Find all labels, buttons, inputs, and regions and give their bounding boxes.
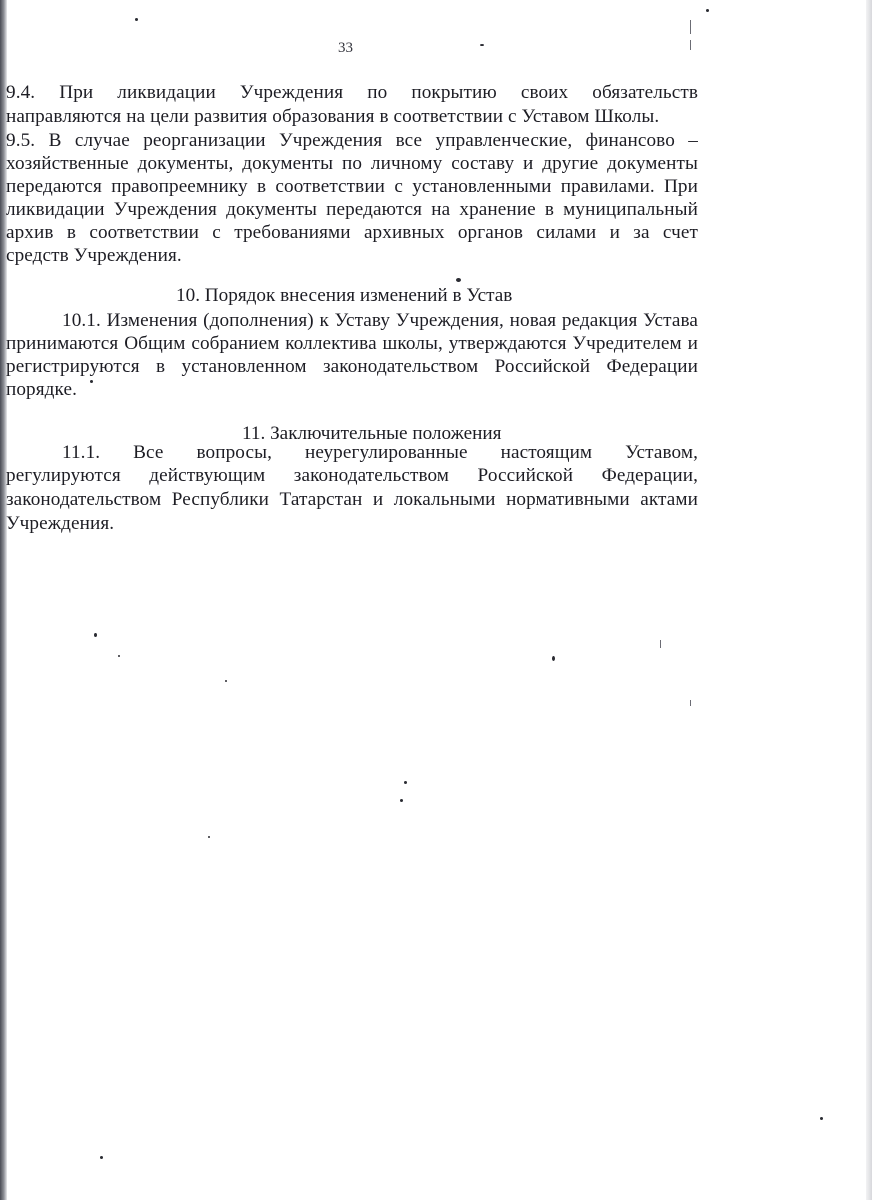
text-line: законодательством Республики Татарстан и локальными нормативными актами [6, 489, 698, 510]
text-line: архив в соответствии с требованиями архивных органов силами и за счет [6, 222, 698, 243]
scan-mark [690, 40, 691, 50]
text-line: средств Учреждения. [6, 245, 182, 266]
scan-speck [404, 781, 407, 784]
page-number: 33 [338, 40, 353, 56]
text-line: хозяйственные документы, документы по личному составу и другие документы [6, 153, 698, 174]
text-line: принимаются Общим собранием коллектива школы, утверждаются Учредителем и [6, 333, 698, 354]
text-line: передаются правопреемнику в соответствии с установленными правилами. При [6, 176, 698, 197]
scan-mark [690, 700, 691, 706]
scan-speck [94, 633, 97, 637]
scan-speck [456, 278, 461, 282]
scan-speck [90, 380, 93, 383]
section-11-heading: 11. Заключительные положения [242, 423, 502, 444]
text-line: Учреждения. [6, 513, 115, 534]
text-line: 11.1. Все вопросы, неурегулированные настоящим Уставом, [62, 442, 698, 463]
scan-speck [225, 680, 227, 682]
text-line: направляются на цели развития образования в соответствии с Уставом Школы. [6, 106, 660, 127]
text-line: регулируются действующим законодательством Российской Федерации, [6, 465, 698, 486]
scan-speck [135, 18, 138, 21]
text-line: 9.4. При ликвидации Учреждения по покрытию своих обязательств [6, 82, 698, 103]
text-line: 9.5. В случае реорганизации Учреждения все управленческие, финансово – [6, 130, 698, 151]
scan-speck [400, 799, 403, 802]
scan-speck [552, 656, 555, 661]
scan-speck [208, 836, 210, 838]
scan-speck [480, 44, 484, 46]
scan-speck [706, 9, 709, 12]
text-line: 10.1. Изменения (дополнения) к Уставу Учреждения, новая редакция Устава [62, 310, 698, 331]
scan-mark [660, 640, 661, 648]
scan-mark [690, 20, 691, 34]
scan-speck [100, 1156, 103, 1159]
scan-speck [118, 655, 120, 657]
text-line: ликвидации Учреждения документы передаются на хранение в муниципальный [6, 199, 698, 220]
text-line: регистрируются в установленном законодательством Российской Федерации [6, 356, 698, 377]
section-10-heading: 10. Порядок внесения изменений в Устав [176, 285, 513, 306]
scan-speck [820, 1117, 823, 1120]
text-line: порядке. [6, 379, 78, 400]
